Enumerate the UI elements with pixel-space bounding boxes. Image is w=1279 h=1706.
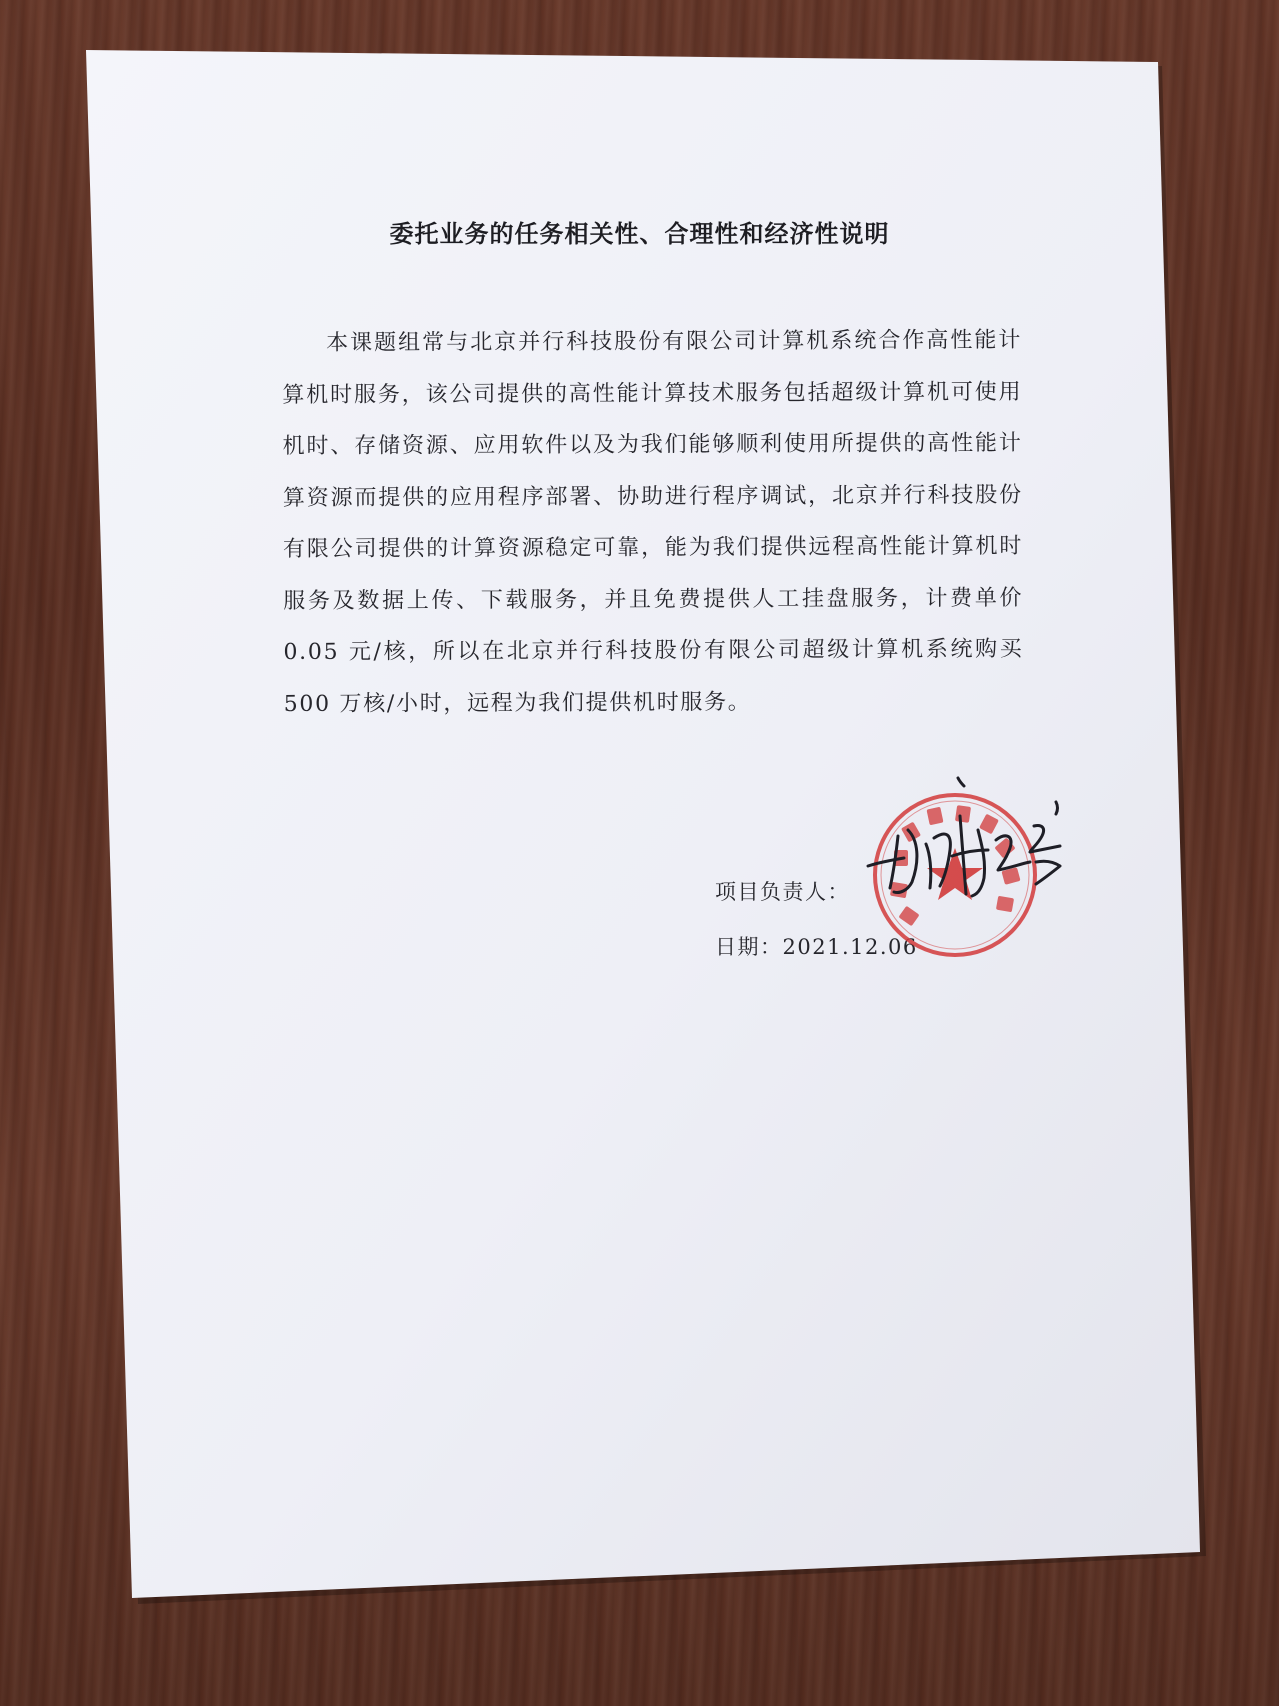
date-label: 日期： — [715, 935, 783, 959]
responsible-row — [715, 876, 850, 906]
handwritten-signature — [860, 770, 1090, 940]
document-body: 本课题组常与北京并行科技股份有限公司计算机系统合作高性能计算机时服务，该公司提供的高性能计算技术服务包括超级计算机可使用机时、存储资源、应用软件以及为我们能够顺利使用所提供的高性能计算资源而提供的应用程序部署、协助进行程序调试，北京并行科技股份有限公司提供的计算资源稳定可靠，能为我们提供远程高性能计算机时服务及数据上传、下载服务，并且免费提供人工挂盘服务，计费单价 0.05 元/核，所以在北京并行科技股份有限公司超级计算机系统购买 500 万核/小时，远程为我们提供机时服务。 — [282, 327, 1024, 717]
date-value: 2021.12.06 — [782, 935, 918, 959]
responsible-label: 项目负责人： — [715, 880, 850, 904]
document-title: 委托业务的任务相关性、合理性和经济性说明 — [389, 220, 890, 248]
